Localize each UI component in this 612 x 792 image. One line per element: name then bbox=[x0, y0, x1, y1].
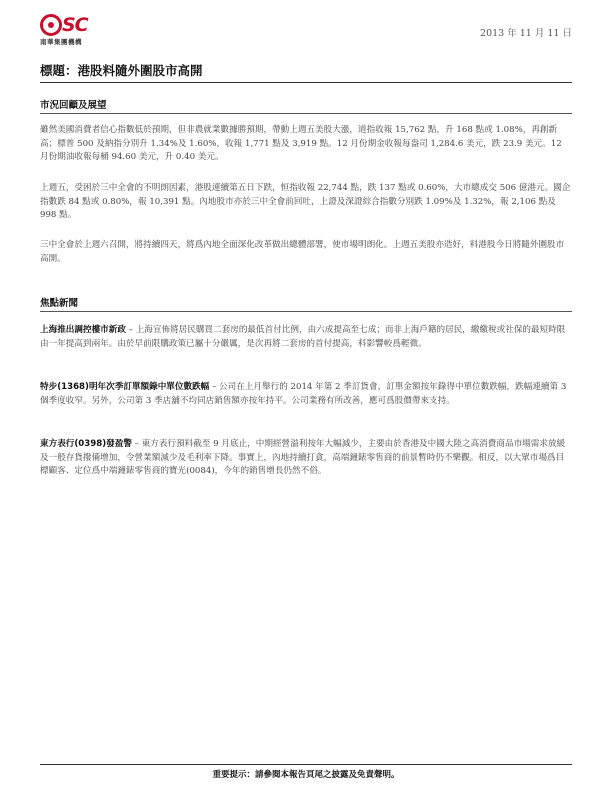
logo-text: SC bbox=[62, 14, 88, 36]
news-body: – 上海宣佈將居民購買二套房的最低首付比例，由六成提高至七成；而非上海戶籍的居民，繳繳稅或社保的最短時限由一年提高到兩年。由於早前限購政策已屬十分嚴厲，是次再將二套房的首付提高，料影響較爲輕微。 bbox=[40, 325, 566, 349]
market-review-paragraph: 上週五，受困於三中全會的不明朗因素，港股連續第五日下跌，恒指收報 22,744 點，跌 137 點或 0.60%，大市總成交 506 億港元。國企指數跌 84 點或 0.80%，報 10,391 點。內地股市亦於三中全會前回吐，上證及深證綜合指數分別跌 1.09%及 1.32%，報 2,106 點及 998 點。 bbox=[40, 183, 571, 220]
news-item bbox=[40, 324, 572, 351]
news-item bbox=[40, 438, 572, 479]
market-review-paragraph: 三中全會於上週六召開，將持續四天，將爲內地全面深化改革做出總體部署，使市場明朗化。上週五美股亦造好，料港股今日將隨外圍股市高開。 bbox=[40, 240, 565, 264]
title-divider bbox=[40, 82, 572, 83]
news-body: – 公司在上月舉行的 2014 年第 2 季訂貨會，訂單金額按年錄得中單位數跌幅，跌幅連續第 3 個季度收窄。另外，公司第 3 季店舖不均同店銷售額亦按年持平。公司業務有所改善，應可爲股價帶來支持。 bbox=[40, 382, 567, 406]
logo-mark bbox=[40, 14, 110, 36]
market-review-divider bbox=[40, 113, 572, 114]
report-title: 標題：港股料隨外圍股市高開 bbox=[40, 63, 203, 78]
footer-divider bbox=[40, 764, 572, 765]
news-body: – 東方表行預料截至 9 月底止，中期經營溢利按年大幅減少，主要由於香港及中國大陸之高消費商品市場需求放緩及一般存貨撥備增加，令營業額減少及毛利率下降。事實上，內地持續打貪，高端鐘錶零售商的前景暫時仍不樂觀。相反，以大眾市場爲目標顧客、定位爲中端鐘錶零售商的寶光(0084)，今年的銷售增長仍然不俗。 bbox=[40, 439, 566, 476]
focus-news-heading: 焦點新聞 bbox=[40, 298, 79, 309]
report-date: 2013 年 11 月 11 日 bbox=[480, 28, 572, 39]
logo-subtitle: 南華集團機構 bbox=[40, 38, 82, 46]
news-headline: 東方表行(0398)發盈警 bbox=[40, 439, 132, 449]
news-headline: 上海推出調控樓市新政 bbox=[40, 325, 126, 335]
company-logo bbox=[40, 14, 110, 46]
news-headline: 特步(1368)明年次季訂單額錄中單位數跌幅 bbox=[40, 382, 210, 392]
focus-news-divider bbox=[40, 311, 572, 312]
news-item bbox=[40, 381, 572, 408]
logo-swirl-icon bbox=[40, 14, 62, 36]
market-review-paragraph: 雖然美國消費者信心指數低於預期，但非農就業數據勝預期，帶動上週五美股大漲，道指收報 15,762 點，升 168 點或 1.08%，再創新高；標普 500 及納指分別升 1.34%及 1.60%，收報 1,771 點及 3,919 點。12 月份期金收報每盎司 1,284.6 美元，跌 23.9 美元。12 月份期油收報每桶 94.60 美元，升 0.40 美元。 bbox=[40, 125, 562, 162]
market-review-heading: 市況回顧及展望 bbox=[40, 100, 107, 111]
footer-disclaimer: 重要提示：請參閱本報告頁尾之披露及免責聲明。 bbox=[212, 770, 400, 780]
